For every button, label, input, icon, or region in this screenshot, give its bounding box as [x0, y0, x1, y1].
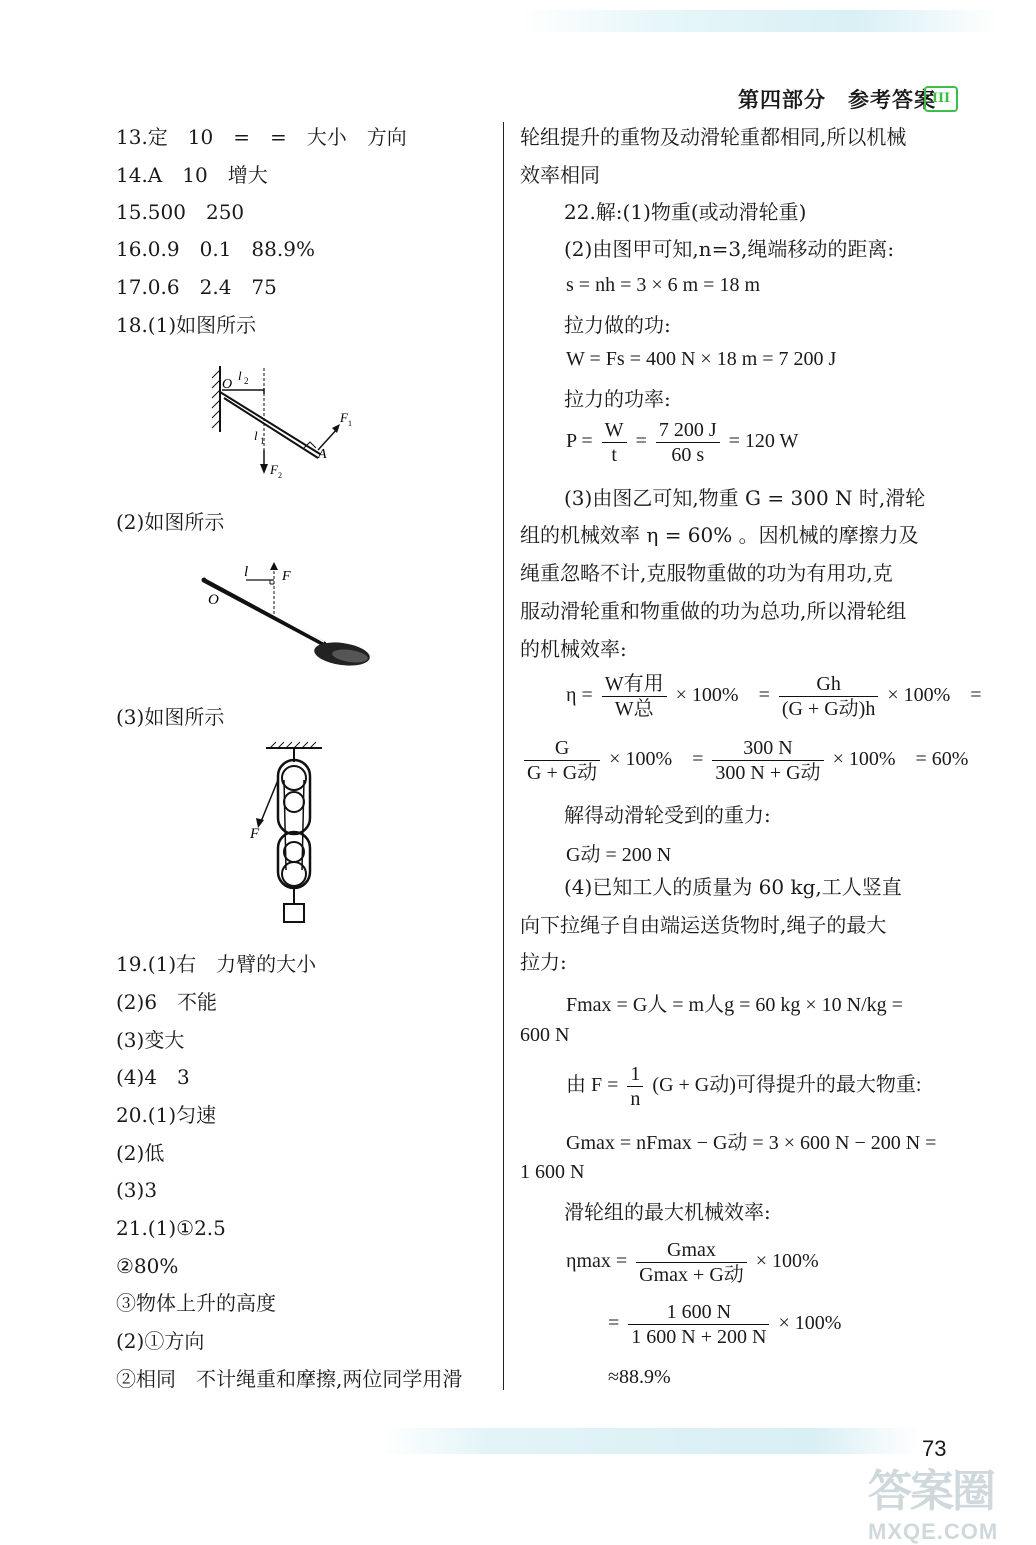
max-weight-intro: 由 F = $\frac{1}{n}$ (G + G动)可得提升的最大物重:	[566, 1063, 922, 1110]
page-header	[738, 84, 936, 114]
answer-18-1: 18.(1)如图所示	[116, 313, 257, 337]
max-efficiency-label: 滑轮组的最大机械效率:	[564, 1200, 771, 1224]
header-part: 第四部分	[738, 87, 826, 112]
l2-sub: 2	[244, 376, 249, 386]
fmax-result: 600 N	[520, 1024, 570, 1046]
pivot-o-label: O	[208, 592, 219, 608]
fmax-eq: Fmax = G人 = m人g = 60 kg × 10 N/kg =	[566, 994, 903, 1016]
q22-part2: (2)由图甲可知,n=3,绳端移动的距离:	[564, 237, 895, 261]
gmax-eq: Gmax = nFmax − G动 = 3 × 600 N − 200 N =	[566, 1132, 937, 1154]
answer-21-2b: ②相同 不计绳重和摩擦,两位同学用滑	[116, 1367, 463, 1391]
l1-sub: 1	[260, 436, 265, 446]
battery-icon: III	[924, 86, 958, 112]
power-eq: P = $\frac{W}{t}$ = $\frac{7 200 J}{60 s}$ = 120 W	[566, 419, 799, 466]
page-number: 73	[922, 1436, 947, 1461]
efficiency-eq-2: $\frac{G}{\text{G + G动}}$ × 100% = $\frac{300 N}{\text{300 N + G动}}$ × 100% = 60%	[520, 736, 968, 785]
q22-part4-l3: 拉力:	[520, 950, 567, 974]
gmax-result: 1 600 N	[520, 1161, 585, 1183]
q22-part4: (4)已知工人的质量为 60 kg,工人竖直	[564, 875, 902, 899]
power-label: 拉力的功率:	[564, 387, 671, 411]
answer-21-2a: (2)①方向	[116, 1329, 205, 1353]
answer-16: 16.0.9 0.1 88.9%	[116, 237, 315, 261]
answer-18-3: (3)如图所示	[116, 705, 225, 729]
watermark-logo	[868, 1455, 1028, 1544]
header-decoration	[520, 10, 1000, 32]
efficiency-eq-1: η = $\frac{\text{W有用}}{\text{W总}}$ × 100% = $\frac{Gh}{\text{(G + G动)h}}$ × 100% =	[566, 673, 982, 720]
l2-label: l	[238, 368, 242, 383]
f1-label: F	[340, 410, 348, 425]
answer-17: 17.0.6 2.4 75	[116, 275, 277, 299]
answer-18-2: (2)如图所示	[116, 510, 225, 534]
q22-part3-l4: 服动滑轮重和物重做的功为总功,所以滑轮组	[520, 599, 907, 623]
point-o-label: O	[222, 377, 233, 392]
l1-label: l	[254, 428, 258, 443]
q22-part4-l2: 向下拉绳子自由端运送货物时,绳子的最大	[520, 913, 887, 937]
max-efficiency-eq-2: = $\frac{1 600 N}{1 600 N + 200 N}$ × 100%	[608, 1301, 842, 1348]
f2-sub: 2	[278, 471, 282, 480]
work-eq: W = Fs = 400 N × 18 m = 7 200 J	[566, 348, 837, 370]
q22-part3: (3)由图乙可知,物重 G = 300 N 时,滑轮	[564, 486, 926, 510]
column-divider	[503, 122, 504, 1390]
force-f-label: F	[282, 569, 291, 584]
pulley-diagram	[246, 740, 336, 930]
pull-force-label: F	[250, 826, 260, 842]
answer-21-1b: ②80%	[116, 1254, 179, 1278]
answer-20-2: (2)低	[116, 1141, 165, 1165]
answer-21-1c: ③物体上升的高度	[116, 1291, 276, 1315]
answer-21-1a: 21.(1)①2.5	[116, 1216, 226, 1240]
answer-19-2: (2)6 不能	[116, 990, 218, 1014]
q22-part1: 22.解:(1)物重(或动滑轮重)	[564, 200, 807, 224]
answer-13: 13.定 10 = = 大小 方向	[116, 125, 407, 149]
right-line-1: 轮组提升的重物及动滑轮重都相同,所以机械	[520, 125, 907, 149]
header-title: 参考答案	[848, 87, 936, 112]
answer-19-1: 19.(1)右 力臂的大小	[116, 952, 317, 976]
q22-part3-l5: 的机械效率:	[520, 637, 627, 661]
point-a-label: A	[318, 447, 327, 462]
answer-19-4: (4)4 3	[116, 1065, 190, 1089]
f1-sub: 1	[348, 419, 352, 428]
footer-decoration	[380, 1428, 920, 1454]
pulley-weight-eq: G动 = 200 N	[566, 844, 672, 866]
right-line-2: 效率相同	[520, 163, 600, 187]
answer-20-3: (3)3	[116, 1178, 158, 1202]
distance-eq: s = nh = 3 × 6 m = 18 m	[566, 274, 761, 296]
answer-20-1: 20.(1)匀速	[116, 1103, 217, 1127]
pulley-weight-label: 解得动滑轮受到的重力:	[564, 803, 771, 827]
f2-label: F	[270, 462, 278, 477]
max-efficiency-eq-1: ηmax = $\frac{Gmax}{\text{Gmax + G动}}$ × 100%	[566, 1239, 819, 1286]
work-label: 拉力做的功:	[564, 313, 671, 337]
answer-14: 14.A 10 增大	[116, 163, 268, 187]
q22-part3-l2: 组的机械效率 η = 60% 。因机械的摩擦力及	[520, 523, 919, 547]
arm-l-label: l	[244, 564, 249, 580]
q22-part3-l3: 绳重忽略不计,克服物重做的功为有用功,克	[520, 561, 893, 585]
lever-diagram-1	[200, 358, 350, 488]
answer-15: 15.500 250	[116, 200, 245, 224]
answer-19-3: (3)变大	[116, 1028, 185, 1052]
max-efficiency-result: ≈88.9%	[608, 1366, 671, 1388]
watermark-cn: 答案圈	[868, 1467, 994, 1516]
watermark-url: MXQE.COM	[868, 1519, 999, 1544]
shovel-diagram	[196, 558, 376, 674]
